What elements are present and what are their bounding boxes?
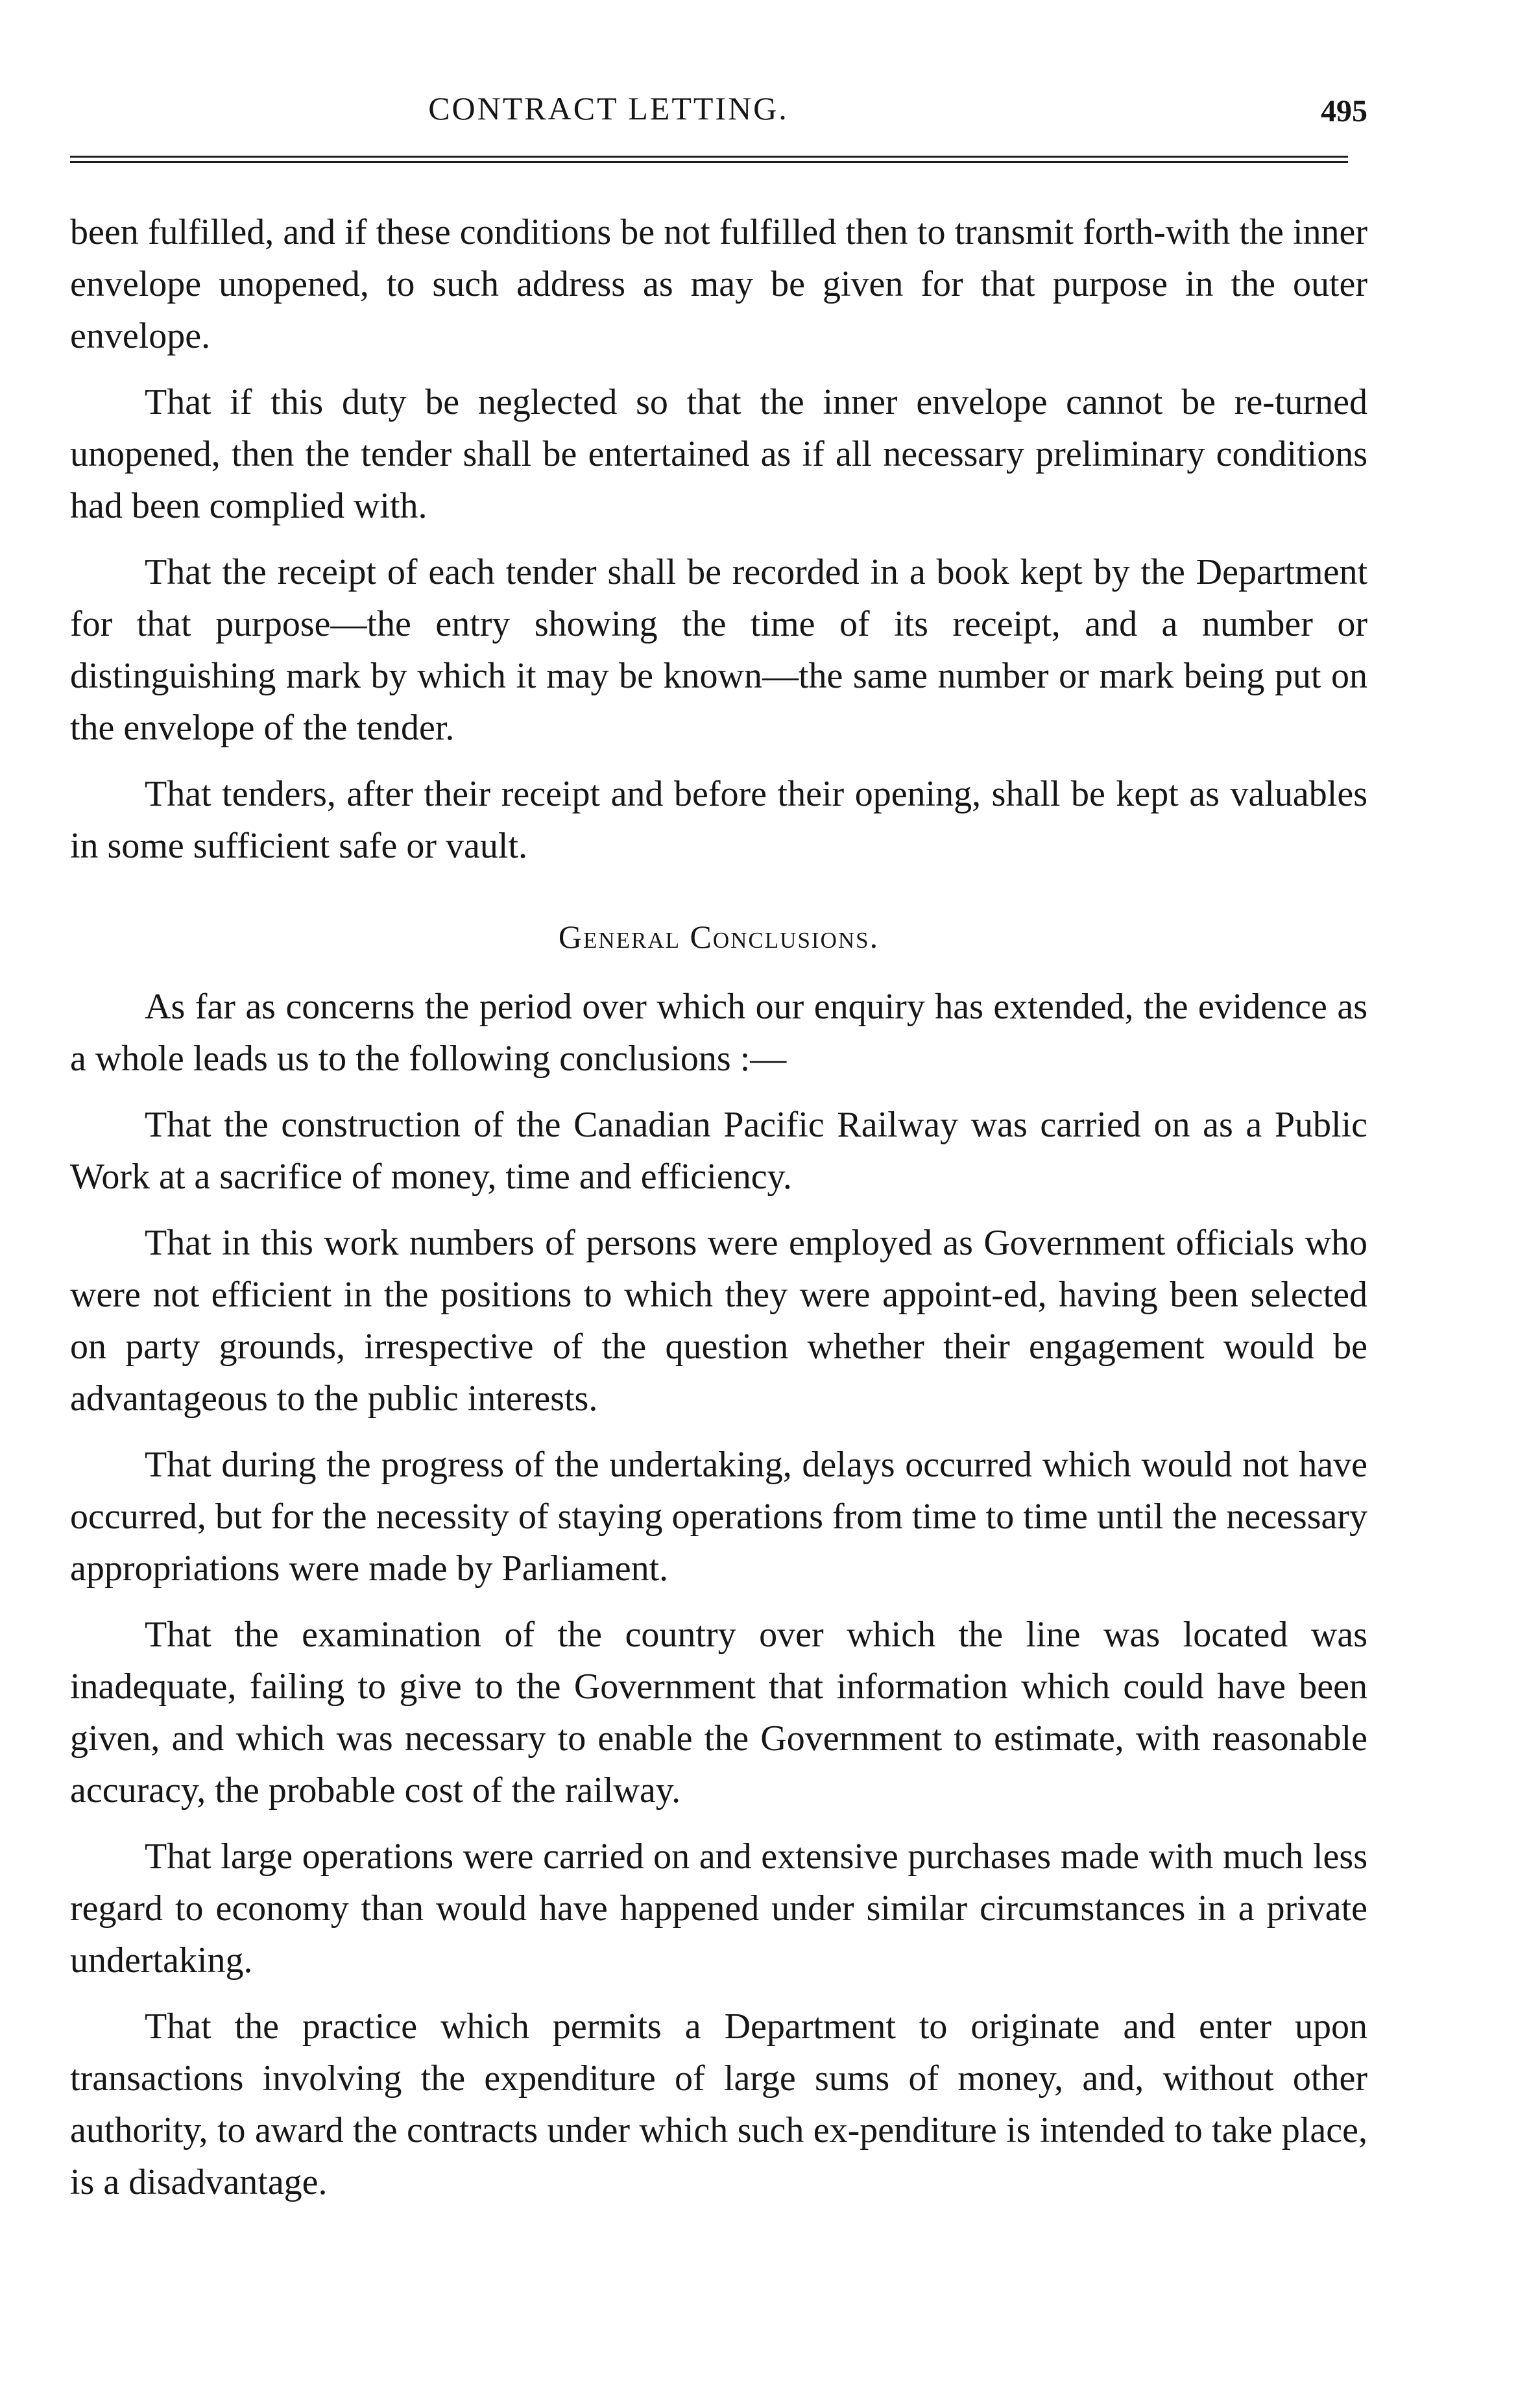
conclusion-paragraph: That the examination of the country over which the line was located was inadequate, failing to give to the Government that information which could have been given, and which was necessary to enable the Government to estimate, with reasonable accuracy, the probable cost of the railway. <box>70 1615 1367 1811</box>
paragraph-continued: been fulfilled, and if these conditions be not fulfilled then to transmit forth-with the inner envelope unopened, to such address as may be given for that purpose in the outer envelope. <box>70 212 1367 356</box>
section-heading: General Conclusions. <box>558 919 880 955</box>
running-head <box>70 84 1367 136</box>
page-number: 495 <box>1321 94 1367 128</box>
running-title: CONTRACT LETTING. <box>428 90 789 126</box>
paragraph: That the receipt of each tender shall be recorded in a book kept by the Department for that purpose—the entry showing the time of its receipt, and a number or distinguishing mark by which it may be known—the same number or mark being put on the envelope of the tender. <box>70 552 1367 748</box>
conclusion-paragraph: That the practice which permits a Department to originate and enter upon transactions involving the expenditure of large sums of money, and, without other authority, to award the contracts under which such ex-penditure is intended to take place, is a disadvantage. <box>70 2006 1367 2202</box>
paragraph: That if this duty be neglected so that the inner envelope cannot be re-turned unopened, then the tender shall be entertained as if all necessary preliminary conditions had been complied with. <box>70 382 1367 526</box>
header-rule-line-bottom <box>70 161 1348 163</box>
conclusion-paragraph: That large operations were carried on and extensive purchases made with much less regard to economy than would have happened under similar circumstances in a private undertaking. <box>70 1836 1367 1981</box>
conclusion-paragraph: That the construction of the Canadian Pacific Railway was carried on as a Public Work at a sacrifice of money, time and efficiency. <box>70 1105 1367 1197</box>
body-text <box>70 206 1367 2222</box>
paragraph: That tenders, after their receipt and before their opening, shall be kept as valuables in some sufficient safe or vault. <box>70 774 1367 866</box>
conclusion-paragraph: As far as concerns the period over which our enquiry has extended, the evidence as a whole leads us to the following conclusions :— <box>70 987 1367 1079</box>
header-rule <box>70 156 1348 163</box>
conclusion-paragraph: That in this work numbers of persons were employed as Government officials who were not efficient in the positions to which they were appoint-ed, having been selected on party grounds, irrespective of the question whether their engagement would be advantageous to the public interests. <box>70 1223 1367 1419</box>
header-rule-line-top <box>70 156 1348 158</box>
document-page <box>70 0 1367 2408</box>
conclusion-paragraph: That during the progress of the undertaking, delays occurred which would not have occurred, but for the necessity of staying operations from time to time until the necessary appropriations were made by Parliament. <box>70 1445 1367 1589</box>
